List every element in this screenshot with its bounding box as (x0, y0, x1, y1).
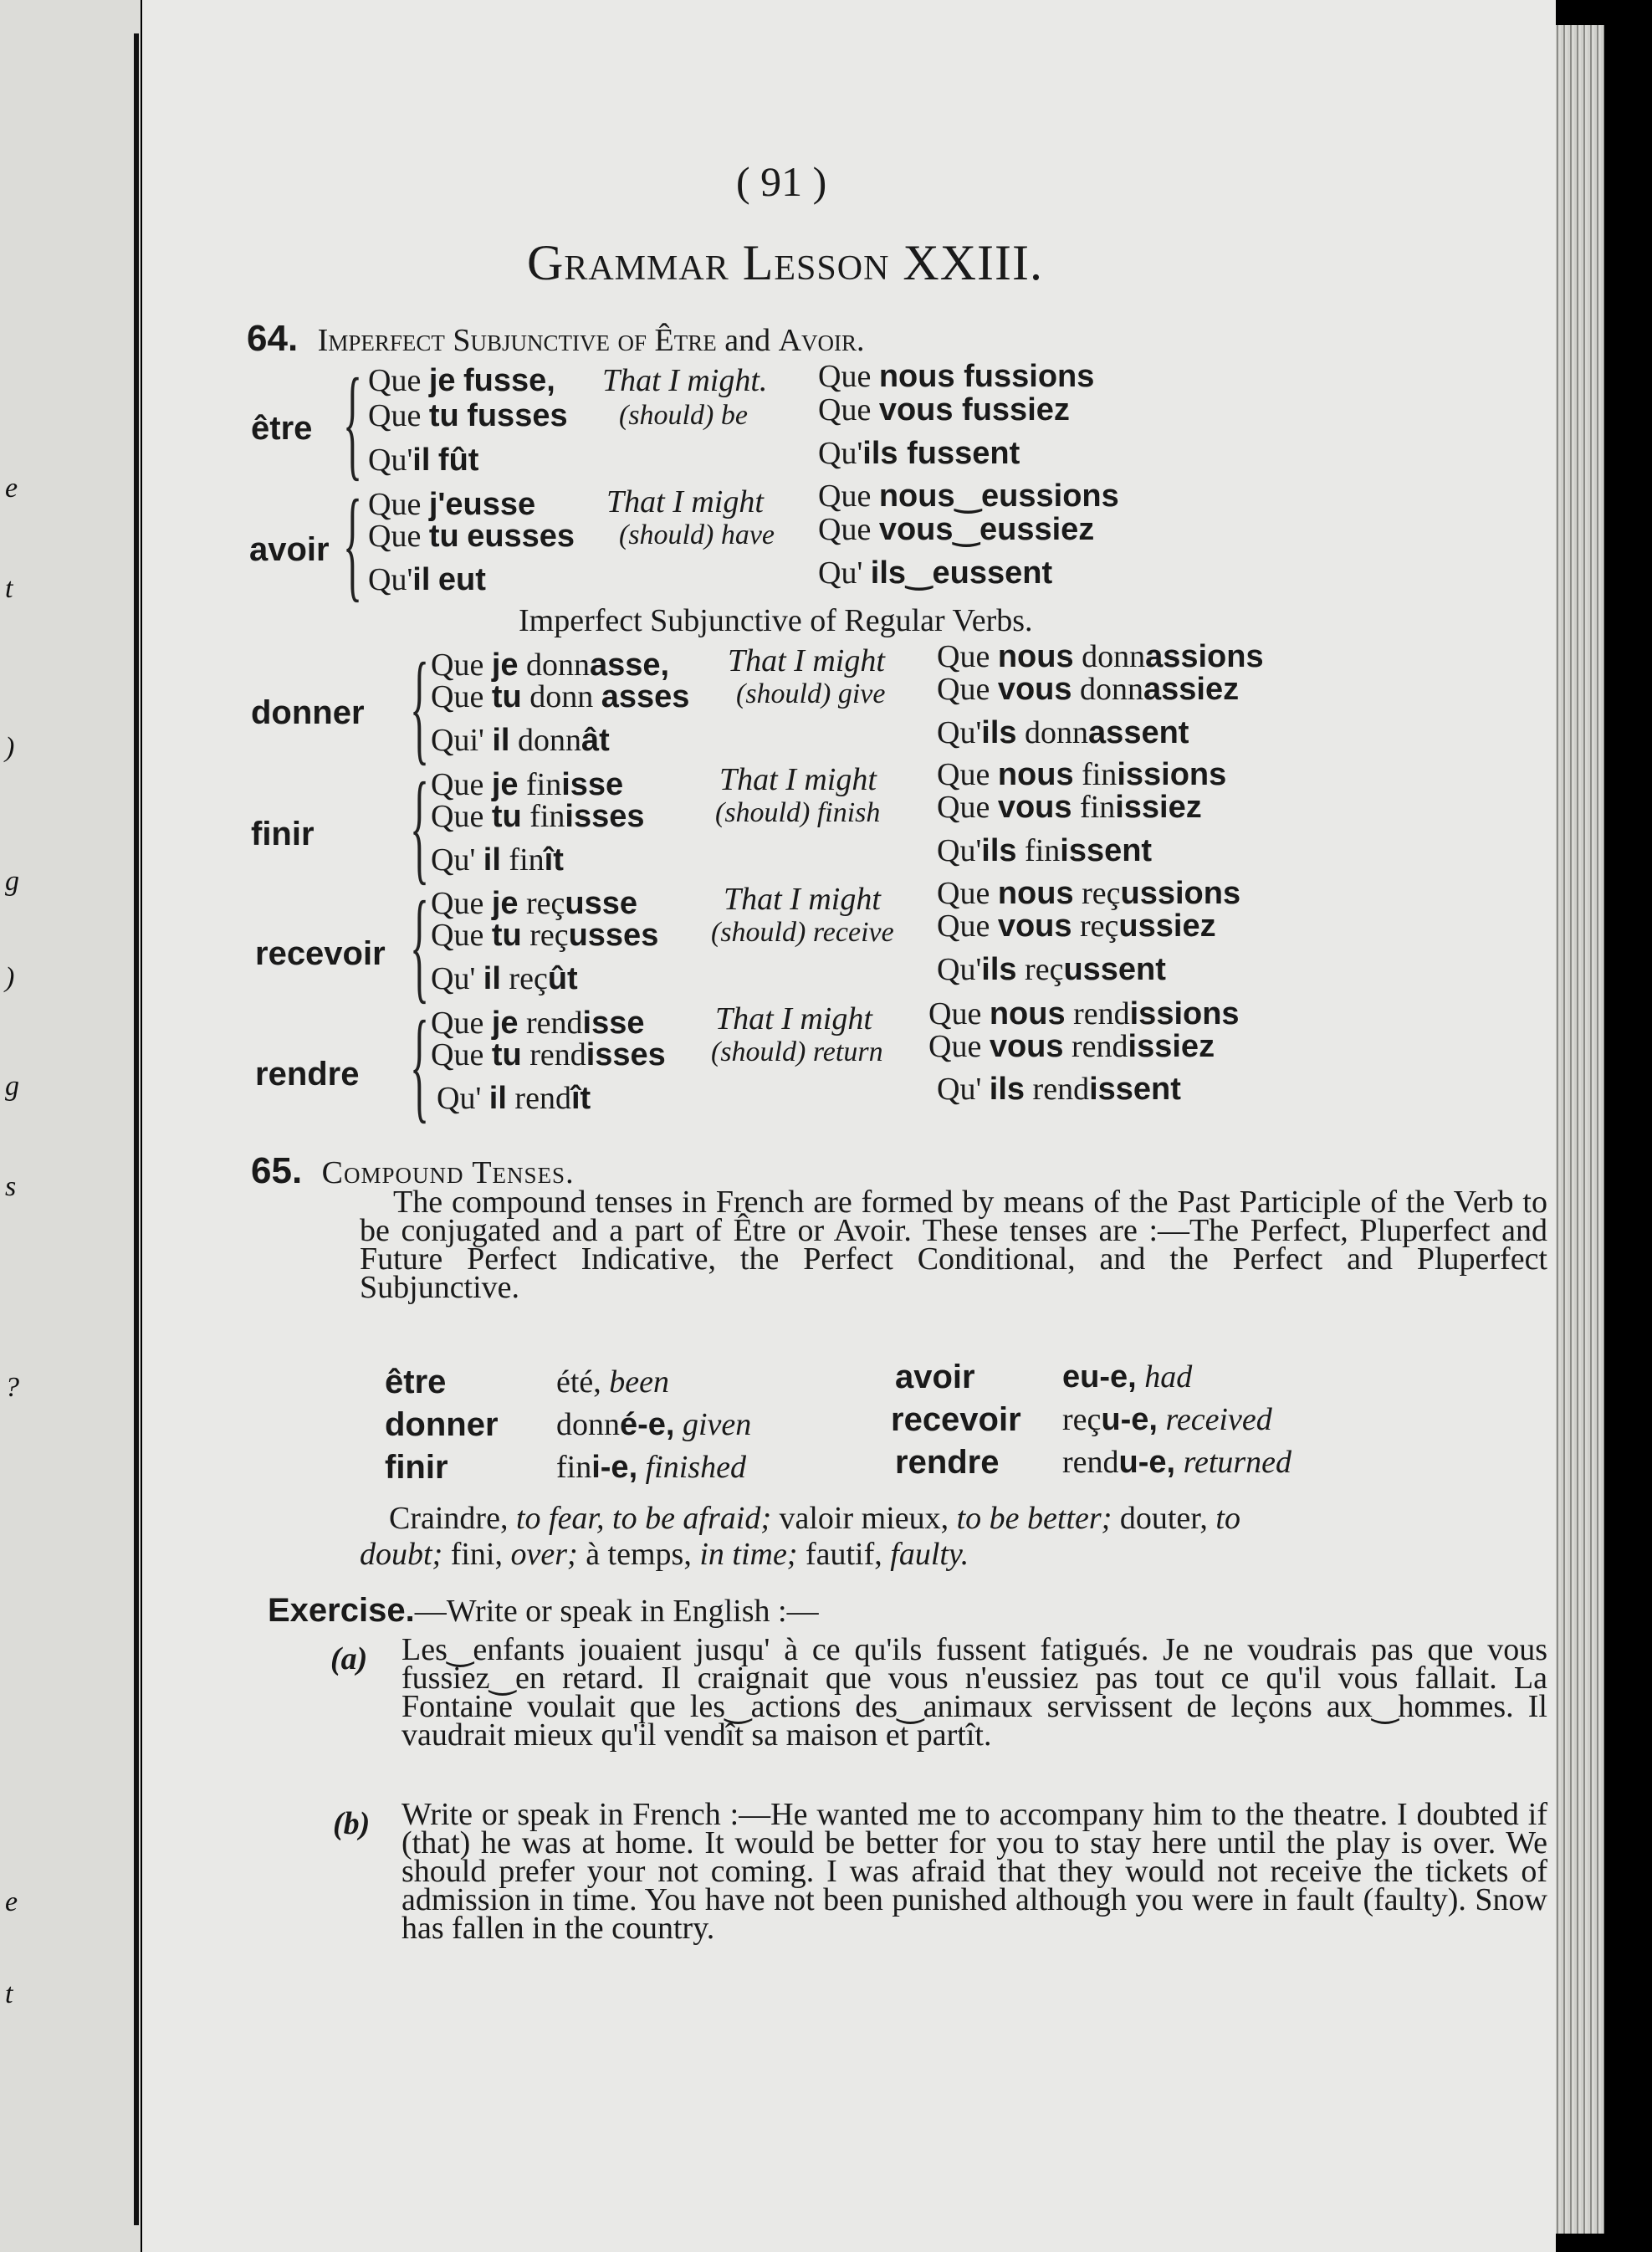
conj-plural-row: Qu'ils reçussent (937, 952, 1166, 987)
conj-plural-row: Qu'ils fussent (818, 436, 1020, 471)
verb-label-avoir: avoir (249, 531, 330, 568)
verb-label-rendre: rendre (255, 1056, 360, 1093)
conj-row: Que je fusse, (368, 363, 555, 398)
participle-form: été, been (556, 1364, 670, 1400)
heading-text: Avoir. (778, 323, 865, 358)
exercise-b-text: Write or speak in French :—He wanted me to accompany him to the theatre. I doubted if (that) he was at home. It would be better for you to stay here until the play is over. We should prefer your not coming. I was afraid that they would not receive the tickets of admission in time. You have not been punished although you were in fault (faulty). Snow has fallen in the country. (401, 1797, 1547, 1946)
verb-label-donner: donner (251, 694, 365, 731)
conj-row: Qu'il fût (368, 443, 479, 478)
page-number: ( 91 ) (736, 158, 827, 205)
page-stack-edge (1554, 25, 1604, 2234)
book-page (142, 0, 1556, 2252)
conj-plural-row: Que vous rendissiez (928, 1029, 1215, 1064)
conj-row: Que je rendisse (431, 1006, 645, 1041)
vocabulary-line: Craindre, to fear, to be afraid; valoir mieux, to be better; douter, to (389, 1501, 1240, 1536)
margin-mark: e (5, 473, 18, 504)
participle-verb: donner (385, 1406, 499, 1443)
exercise-a-label: (a) (330, 1641, 368, 1676)
participle-form: donné-e, given (556, 1407, 752, 1442)
brace: { (343, 474, 363, 613)
conj-plural-row: Que nous finissions (937, 757, 1227, 792)
translation: That I might. (602, 363, 768, 398)
participle-form: reçu-e, received (1062, 1402, 1272, 1437)
margin-mark: ) (5, 732, 15, 763)
translation: (should) have (619, 519, 775, 550)
heading-text: of (617, 323, 647, 358)
translation: (should) give (736, 678, 886, 709)
margin-mark: e (5, 1886, 18, 1917)
participle-verb: finir (385, 1449, 448, 1486)
conj-plural-row: Qu'ils finissent (937, 833, 1153, 868)
brace: { (410, 757, 430, 896)
heading-text: and (724, 323, 771, 358)
conj-row: Qu' il reçût (431, 961, 578, 996)
margin-mark: t (5, 1978, 13, 2009)
translation: (should) be (619, 400, 748, 431)
translation: That I might (715, 1001, 872, 1036)
margin-mark: g (5, 866, 19, 897)
conj-row: Que je reçusse (431, 886, 638, 921)
lesson-title: Grammar Lesson XXIII. (527, 235, 1043, 290)
conj-row: Que tu rendisses (431, 1037, 666, 1072)
section-number: 65. (251, 1150, 303, 1191)
heading-text: Compound Tenses. (321, 1155, 575, 1190)
compound-tenses-paragraph: The compound tenses in French are formed by means of the Past Participle of the Verb to be conjugated and a part of Être or Avoir. These tenses are :—The Perfect, Pluperfect and Future Perfect Indicative, the Perfect Conditional, and the Perfect and Pluperfect Subjunctive. (360, 1185, 1547, 1305)
brace: { (410, 995, 430, 1134)
verb-label-etre: être (251, 410, 313, 447)
conj-plural-row: Que nous‿eussions (818, 479, 1119, 514)
participle-verb: être (385, 1364, 447, 1400)
participle-form: rendu-e, returned (1062, 1445, 1292, 1480)
conj-plural-row: Qu' ils‿eussent (818, 555, 1053, 591)
section-64-heading (247, 318, 865, 359)
conj-row: Que tu reçusses (431, 918, 659, 953)
margin-mark: t (5, 573, 13, 604)
conj-plural-row: Qu'ils donnassent (937, 715, 1189, 750)
margin-mark: ) (5, 962, 15, 993)
exercise-b-label: (b) (333, 1806, 371, 1841)
participle-form: fini-e, finished (556, 1450, 746, 1485)
translation: That I might (606, 484, 764, 519)
conj-plural-row: Que vous finissiez (937, 790, 1202, 825)
margin-mark: ? (5, 1372, 19, 1403)
conj-plural-row: Que nous rendissions (928, 996, 1240, 1031)
brace: { (343, 353, 363, 492)
participle-verb: recevoir (891, 1401, 1021, 1438)
book-spine (134, 33, 139, 2225)
conj-row: Qui' il donnât (431, 723, 610, 758)
participle-form: eu-e, had (1062, 1359, 1193, 1395)
verb-label-finir: finir (251, 816, 315, 852)
conj-row: Qu' il finît (431, 842, 564, 878)
conj-row: Que tu eusses (368, 519, 575, 554)
heading-text: Être (654, 323, 717, 358)
conj-plural-row: Que nous fussions (818, 359, 1095, 394)
margin-mark: g (5, 1071, 19, 1102)
exercise-a-text: Les‿enfants jouaient jusqu' à ce qu'ils fussent fatigués. Je ne voudrais pas que vous fussiez‿en retard. Il craignait que vous n'eussiez pas tout ce qu'il vous fallait. La Fontaine voulait que les‿actions des‿animaux servissent de leçons aux‿hommes. Il vaudrait mieux qu'il vendît sa maison et partît. (401, 1632, 1547, 1753)
heading-text: Imperfect Subjunctive (317, 323, 610, 358)
conj-row: Qu'il eut (368, 562, 486, 597)
vocabulary-line: doubt; fini, over; à temps, in time; fautif, faulty. (360, 1537, 969, 1572)
participle-verb: avoir (895, 1359, 975, 1395)
margin-mark: s (5, 1171, 17, 1202)
conj-plural-row: Que vous fussiez (818, 392, 1070, 427)
regular-verbs-heading: Imperfect Subjunctive of Regular Verbs. (519, 603, 1033, 638)
translation: That I might (724, 882, 881, 917)
conj-plural-row: Que nous reçussions (937, 876, 1241, 911)
conj-row: Que je donnasse, (431, 647, 670, 683)
translation: (should) finish (715, 797, 881, 828)
conj-row: Qu' il rendît (437, 1081, 591, 1116)
conj-plural-row: Que vous donnassiez (937, 672, 1240, 707)
conj-plural-row: Que vous‿eussiez (818, 512, 1095, 547)
participle-verb: rendre (895, 1444, 1000, 1481)
verb-label-recevoir: recevoir (255, 935, 386, 972)
conj-row: Que tu donn asses (431, 679, 690, 714)
conj-plural-row: Qu' ils rendissent (937, 1072, 1181, 1107)
conj-row: Que tu fusses (368, 398, 568, 433)
brace: { (410, 637, 430, 776)
translation: That I might (728, 643, 885, 678)
conj-row: Que j'eusse (368, 487, 536, 522)
translation: (should) receive (711, 917, 894, 948)
exercise-heading: Exercise.—Write or speak in English :— (268, 1592, 819, 1629)
conj-row: Que tu finisses (431, 799, 645, 834)
brace: { (410, 876, 430, 1015)
section-number: 64. (247, 318, 299, 359)
conj-plural-row: Que nous donnassions (937, 639, 1264, 674)
conj-row: Que je finisse (431, 767, 624, 802)
conj-plural-row: Que vous reçussiez (937, 908, 1216, 944)
translation: (should) return (711, 1036, 883, 1067)
translation: That I might (719, 762, 877, 797)
facing-page-edge (0, 0, 141, 2252)
